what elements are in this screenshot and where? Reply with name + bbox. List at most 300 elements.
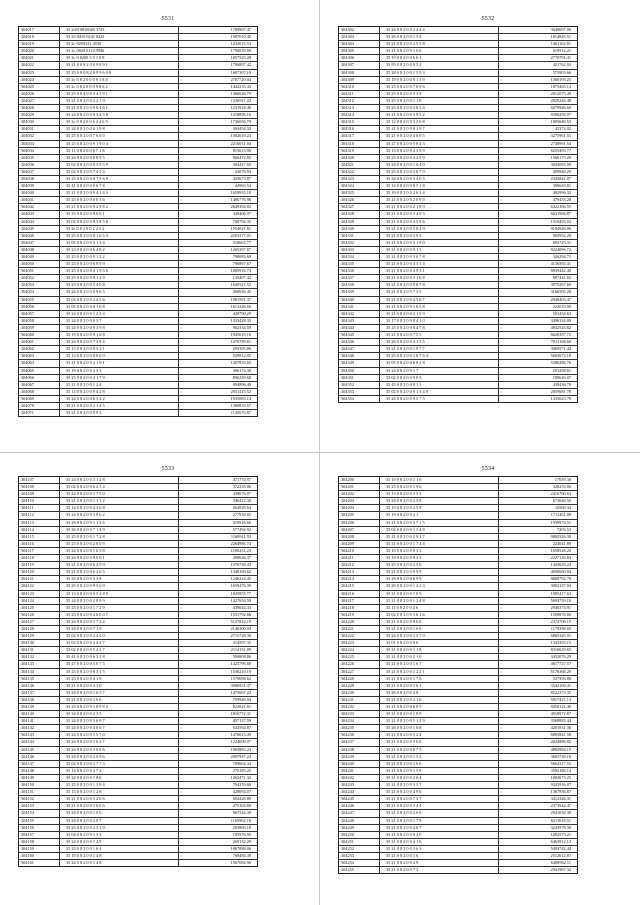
table-row — [19, 104, 257, 111]
amount-cell: 1659476.39 — [230, 583, 251, 589]
row-id-cell: 304330 — [339, 226, 380, 232]
account-code-cell: 35 05 0 8 2 0 0 5 1 3 4 — [60, 240, 179, 246]
account-code-cell: 35 21 0 8 2 0 0 1 6 — [380, 853, 499, 859]
document-page — [18, 14, 318, 442]
ledger-table — [338, 476, 578, 874]
row-id-cell: 304310 — [339, 84, 380, 90]
amount-cell: 1218896.16 — [230, 112, 251, 118]
account-code-cell: 35 17 0 8 2 0 0 8 4 1 0 — [380, 318, 499, 324]
row-id-cell: 304056 — [19, 304, 60, 310]
account-code-cell: 35 21 0 8 2 0 0 0 1 9 7 — [380, 126, 499, 132]
row-id-cell: 304331 — [339, 233, 380, 239]
amount-cell: 1145676.87 — [230, 410, 251, 416]
amount-cell: 1307835.65 — [230, 360, 251, 366]
account-code-cell: 35 21 0 8 2 0 0 9 4 1 4 3 — [60, 190, 179, 196]
amount-cell: 7811168.60 — [550, 339, 571, 345]
amount-cell: 1380833.57 — [230, 402, 251, 408]
amount-cell: 2649394.82 — [230, 204, 251, 210]
table-row — [339, 118, 577, 125]
table-row — [19, 161, 257, 168]
amount-cell: 1567084.96 — [230, 860, 251, 866]
table-row — [339, 746, 577, 753]
table-row — [339, 388, 577, 395]
amount-cell: 1857523.28 — [230, 55, 251, 61]
account-code-cell: 35 21 0 0 8 2 0 0 9 8 9 1 — [60, 62, 179, 68]
account-code-cell: 35 28 0 8 2 0 0 1 5 9 3 — [380, 70, 499, 76]
amount-cell: 135407.42 — [232, 275, 251, 281]
account-code-cell: 35 19 0 8 2 0 0 8 3 3 — [380, 555, 499, 561]
row-id-cell: 304112 — [19, 512, 60, 518]
table-row — [19, 540, 257, 547]
row-id-cell: 304351 — [339, 375, 380, 381]
account-code-cell: 35 21 0 8 2 0 0 5 2 4 — [380, 732, 499, 738]
row-id-cell: 304318 — [339, 141, 380, 147]
table-row — [339, 303, 577, 310]
account-code-cell: 35 01 0 8 2 0 0 9 6 — [380, 640, 499, 646]
table-row — [19, 682, 257, 689]
table-row — [19, 118, 257, 125]
account-code-cell: 35 21 0 8 2 0 0 4 1 6 — [380, 839, 499, 845]
row-id-cell: 304306 — [339, 55, 380, 61]
account-code-cell: 35 21 0 8 2 0 0 9 1 1 — [380, 247, 499, 253]
amount-cell: 708794.35 — [232, 218, 251, 224]
row-id-cell: 304303 — [339, 34, 380, 40]
amount-cell: 501434.63 — [552, 310, 571, 316]
account-code-cell: 35 21 0 8 2 0 0 5 7 1 5 — [380, 520, 499, 526]
row-id-cell: 304024 — [19, 77, 60, 83]
amount-cell: 1082673.25 — [550, 774, 571, 780]
amount-cell: 428790.29 — [232, 310, 251, 316]
account-code-cell: 35 10 0 8 2 0 0 8 3 3 — [380, 548, 499, 554]
amount-cell: 3568882.44 — [550, 718, 571, 724]
row-id-cell: 304156 — [19, 825, 60, 831]
row-id-cell: 304203 — [339, 498, 380, 504]
row-id-cell: 304059 — [19, 325, 60, 331]
amount-cell: 5493742.44 — [550, 845, 571, 851]
amount-cell: 1343393.15 — [550, 640, 571, 646]
account-code-cell: 35 25 0 8 2 0 0 1 9 6 — [380, 484, 499, 490]
row-id-cell: 304109 — [19, 491, 60, 497]
account-code-cell: 35 25 0 8 2 0 0 4 1 7 9 — [60, 375, 179, 381]
table-row — [339, 696, 577, 703]
row-id-cell: 304023 — [19, 70, 60, 76]
amount-cell: 1265397.87 — [230, 246, 251, 252]
account-code-cell: 35 21 0 8 2 0 0 2 6 6 — [380, 810, 499, 816]
row-id-cell: 304137 — [19, 690, 60, 696]
account-code-cell: 35 25 0 8 2 0 0 1 6 7 6 4 — [380, 353, 499, 359]
table-row — [19, 147, 257, 154]
table-row — [339, 724, 577, 731]
account-code-cell: 35 35 0 8 2 0 0 5 3 8 — [60, 576, 179, 582]
row-id-cell: 304252 — [339, 846, 380, 852]
account-code-cell: 35 13 0 8 2 0 0 4 3 9 9 — [380, 148, 499, 154]
table-row — [339, 225, 577, 232]
row-id-cell: 304120 — [19, 569, 60, 575]
row-id-cell: 304070 — [19, 403, 60, 409]
table-row — [339, 788, 577, 795]
row-id-cell: 304155 — [19, 818, 60, 824]
row-id-cell: 304064 — [19, 360, 60, 366]
row-id-cell: 304326 — [339, 197, 380, 203]
amount-cell: 768484.49 — [232, 852, 251, 858]
table-row — [19, 381, 257, 388]
amount-cell: 293395.86 — [232, 346, 251, 352]
amount-cell: 1607307.19 — [230, 69, 251, 75]
table-row — [339, 660, 577, 667]
table-row — [339, 604, 577, 611]
account-code-cell: 35 26 0 8 2 0 0 9 5 7 5 — [380, 396, 499, 402]
account-code-cell: 35 24 0 8 2 0 0 5 8 6 2 — [60, 512, 179, 518]
table-row — [19, 767, 257, 774]
row-id-cell: 304207 — [339, 527, 380, 533]
amount-cell: 2114151.09 — [230, 647, 251, 653]
row-id-cell: 304255 — [339, 867, 380, 873]
row-id-cell: 304031 — [19, 126, 60, 132]
account-code-cell: 35 26 0 8 2 0 0 6 9 9 — [380, 576, 499, 582]
row-id-cell: 304144 — [19, 739, 60, 745]
amount-cell: 9456121.40 — [550, 704, 571, 709]
row-id-cell: 304254 — [339, 860, 380, 866]
table-row — [339, 781, 577, 788]
row-id-cell: 304235 — [339, 725, 380, 731]
account-code-cell: 35 26 0 8 2 0 0 1 1 2 6 — [60, 520, 179, 526]
row-id-cell: 304157 — [19, 832, 60, 838]
row-id-cell: 304211 — [339, 555, 380, 561]
amount-cell: 6408962.11 — [550, 860, 571, 866]
table-row — [19, 402, 257, 409]
row-id-cell: 304320 — [339, 155, 380, 161]
amount-cell: 1554821.81 — [230, 225, 251, 231]
row-id-cell: 304219 — [339, 612, 380, 618]
amount-cell: 5176368.20 — [550, 668, 571, 674]
account-code-cell: 35 24 0 8 2 0 0 1 7 2 4 — [60, 619, 179, 625]
account-code-cell: 35 21 0 8 2 0 0 2 1 4 5 — [60, 403, 179, 409]
account-code-cell: 35 24 0 8 2 0 0 7 1 9 — [60, 626, 179, 632]
account-code-cell: 35 23 0 8 2 0 0 2 3 1 9 — [60, 825, 179, 831]
table-row — [339, 526, 577, 533]
amount-cell: 5817421.13 — [550, 696, 571, 702]
row-id-cell: 304314 — [339, 112, 380, 118]
row-id-cell: 304233 — [339, 711, 380, 717]
amount-cell: 9865326.30 — [550, 533, 571, 539]
amount-cell: 396643.81 — [552, 183, 571, 189]
account-code-cell: 35 02 0 8 2 0 0 2 4 2 7 — [60, 640, 179, 646]
ledger-table — [18, 476, 258, 867]
amount-cell: 3975297.69 — [550, 282, 571, 288]
amount-cell: 2715728.30 — [230, 633, 251, 639]
table-row — [19, 724, 257, 731]
account-code-cell: 35 25 0 8 2 0 0 0 1 6 5 3 — [60, 233, 179, 239]
row-id-cell: 304141 — [19, 718, 60, 724]
row-id-cell: 304317 — [339, 133, 380, 139]
account-code-cell: 35 19 0 8 2 0 0 1 1 6 — [380, 477, 499, 483]
table-row — [339, 189, 577, 196]
document-page — [18, 464, 318, 892]
amount-cell: 328253.86 — [552, 484, 571, 490]
row-id-cell: 304348 — [339, 353, 380, 359]
amount-cell: 1282573.21 — [550, 831, 571, 837]
account-code-cell: 35 21 0 8 2 0 0 1 2 4 8 — [380, 598, 499, 604]
row-id-cell: 304128 — [19, 626, 60, 632]
table-row — [339, 477, 577, 483]
row-id-cell: 304343 — [339, 318, 380, 324]
row-id-cell: 304336 — [339, 268, 380, 274]
row-id-cell: 304209 — [339, 541, 380, 547]
amount-cell: 6322166.55 — [550, 204, 571, 210]
table-row — [339, 511, 577, 518]
account-code-cell: 35 21 0 8 2 0 0 2 0 9 9 — [380, 197, 499, 203]
amount-cell: 270185.25 — [232, 767, 251, 773]
row-id-cell: 304204 — [339, 505, 380, 511]
amount-cell: 489840.29 — [552, 168, 571, 174]
account-code-cell: 35 21 0 8 2 0 0 2 1 8 9 — [380, 204, 499, 210]
amount-cell: 439644.43 — [232, 604, 251, 610]
amount-cell: 967544.39 — [232, 810, 251, 816]
table-row — [339, 845, 577, 852]
amount-cell: 3043083.09 — [550, 161, 571, 167]
amount-cell: 421762.02 — [552, 62, 571, 68]
account-code-cell: 35 21 0 8 2 0 0 5 2 0 6 — [60, 796, 179, 802]
account-code-cell: 35 24 0 8 2 0 0 2 2 4 4 — [380, 27, 499, 33]
row-id-cell: 304212 — [339, 562, 380, 568]
row-id-cell: 304044 — [19, 219, 60, 225]
table-row — [339, 27, 577, 33]
account-code-cell: 35 23 0 8 2 0 0 4 1 9 — [60, 676, 179, 682]
table-row — [19, 660, 257, 667]
row-id-cell: 304205 — [339, 512, 380, 518]
row-id-cell: 304051 — [19, 268, 60, 274]
account-code-cell: 35 02 0 8 2 0 0 3 6 1 6 — [380, 612, 499, 618]
row-id-cell: 304161 — [19, 860, 60, 866]
table-row — [339, 296, 577, 303]
row-id-cell: 304345 — [339, 332, 380, 338]
account-code-cell: 35 11 0 8 2 0 0 2 6 — [380, 605, 499, 611]
account-code-cell: 35 25 0 8 0 8 2 0 9 9 6 0 8 — [60, 70, 179, 76]
table-row — [19, 374, 257, 381]
account-code-cell: 35 13 0 8 2 0 0 0 5 2 8 9 — [60, 591, 179, 597]
sheet-divider-horizontal — [0, 452, 640, 453]
account-code-cell: 35 21 0 8 2 0 0 4 9 3 1 — [380, 268, 499, 274]
table-row — [19, 210, 257, 217]
table-row — [19, 338, 257, 345]
row-id-cell: 304028 — [19, 105, 60, 111]
account-code-cell: 35 21 0 8 2 0 0 4 3 1 4 — [380, 261, 499, 267]
amount-cell: 8316629.65 — [550, 647, 571, 653]
amount-cell: 3902157.94 — [550, 583, 571, 589]
table-row — [339, 317, 577, 324]
row-id-cell: 304332 — [339, 240, 380, 246]
table-row — [339, 239, 577, 246]
amount-cell: 1875465.14 — [550, 83, 571, 89]
account-code-cell: 35 24 0 8 2 0 0 1 4 9 — [60, 839, 179, 845]
table-row — [19, 367, 257, 374]
row-id-cell: 304304 — [339, 41, 380, 47]
row-id-cell: 304042 — [19, 204, 60, 210]
row-id-cell: 304240 — [339, 761, 380, 767]
row-id-cell: 304033 — [19, 141, 60, 147]
account-code-cell: 35 23 0 8 2 0 0 1 7 2 9 — [60, 605, 179, 611]
row-id-cell: 304218 — [339, 605, 380, 611]
row-id-cell: 304145 — [19, 747, 60, 753]
account-code-cell: 35 26 0 8 2 0 0 7 1 4 9 — [60, 527, 179, 533]
row-id-cell: 304220 — [339, 619, 380, 625]
amount-cell: 222019.00 — [552, 303, 571, 309]
amount-cell: 8224096.72 — [550, 246, 571, 252]
table-row — [339, 710, 577, 717]
amount-cell: 1786897.42 — [230, 62, 251, 68]
account-code-cell: 35 24 0 8 2 0 0 1 6 5 8 — [60, 548, 179, 554]
account-code-cell: 35 26 0 8 2 0 0 1 0 8 — [380, 725, 499, 731]
amount-cell: 2051415.52 — [230, 388, 251, 394]
row-id-cell: 304045 — [19, 226, 60, 232]
account-code-cell: 35 21 0 8 2 0 0 4 5 9 6 — [380, 219, 499, 225]
account-code-cell: 35 21 0 8 2 0 0 1 7 6 — [380, 676, 499, 682]
account-code-cell: 35 21 0 8 2 0 0 1 5 2 — [380, 754, 499, 760]
amount-cell: 803725.31 — [552, 239, 571, 245]
table-row — [19, 196, 257, 203]
amount-cell: 5664317.55 — [550, 760, 571, 766]
amount-cell: 3086951.37 — [230, 682, 251, 688]
table-row — [19, 253, 257, 260]
account-code-cell: 35 21 0 8 2 0 0 5 1 9 0 — [380, 240, 499, 246]
row-id-cell: 304200 — [339, 477, 380, 483]
amount-cell: 965952.28 — [552, 232, 571, 238]
account-code-cell: 35 25 0 8 2 0 0 0 1 2 9 — [60, 275, 179, 281]
account-code-cell: 35 19 0 8 2 0 0 6 6 1 — [380, 55, 499, 61]
amount-cell: 1475667.22 — [230, 689, 251, 695]
account-code-cell: 35 26 0 8 2 0 0 4 1 5 5 — [380, 339, 499, 345]
amount-cell: 822821.81 — [232, 704, 251, 709]
amount-cell: 4690660.84 — [550, 569, 571, 575]
account-code-cell: 35 21 0 8 2 0 0 7 3 5 — [380, 289, 499, 295]
amount-cell: 3069571.44 — [550, 346, 571, 352]
table-row — [339, 675, 577, 682]
table-row — [19, 760, 257, 767]
account-code-cell: 35 21 0 8 2 0 0 3 4 4 — [380, 803, 499, 809]
row-id-cell: 304250 — [339, 832, 380, 838]
account-code-cell: 35 11 0 8 2 0 0 8 7 1 8 — [60, 148, 179, 154]
row-id-cell: 304311 — [339, 91, 380, 97]
table-row — [19, 76, 257, 83]
table-row — [339, 253, 577, 260]
amount-cell: 2824886.82 — [550, 739, 571, 745]
amount-cell: 475104.88 — [232, 803, 251, 809]
table-row — [19, 132, 257, 139]
amount-cell: 6463912.13 — [550, 838, 571, 844]
row-id-cell: 304136 — [19, 683, 60, 689]
table-row — [19, 526, 257, 533]
row-id-cell: 304239 — [339, 754, 380, 760]
amount-cell: 8839442.40 — [550, 268, 571, 274]
amount-cell: 815613.96 — [232, 147, 251, 153]
account-code-cell: 35 24 0 8 2 0 0 1 4 8 — [60, 860, 179, 866]
account-code-cell: 35 19 0 8 2 0 0 2 5 8 — [380, 505, 499, 511]
row-id-cell: 304146 — [19, 754, 60, 760]
table-row — [19, 731, 257, 738]
table-row — [19, 845, 257, 852]
account-code-cell: 35 2c 0 8 2 0 0 6 4 4 6 5 — [60, 119, 179, 125]
row-id-cell: 304352 — [339, 382, 380, 388]
account-code-cell: 35 21 0 8 2 0 0 4 3 0 — [60, 683, 179, 689]
row-id-cell: 304062 — [19, 346, 60, 352]
table-row — [339, 154, 577, 161]
table-row — [339, 852, 577, 859]
account-code-cell: 35 24 0 8 2 0 0 3 9 6 6 — [60, 747, 179, 753]
account-code-cell: 35 21 0 8 2 0 0 5 8 4 9 — [380, 226, 499, 232]
table-row — [339, 653, 577, 660]
row-id-cell: 304025 — [19, 84, 60, 90]
row-id-cell: 304152 — [19, 796, 60, 802]
account-code-cell: 35 24 0 8 2 0 0 1 0 6 — [60, 810, 179, 816]
amount-cell: 2416760.63 — [550, 491, 571, 497]
row-id-cell: 304308 — [339, 70, 380, 76]
table-row — [19, 296, 257, 303]
amount-cell: 6620397.72 — [550, 332, 571, 338]
table-row — [339, 232, 577, 239]
account-code-cell: 35 02 0 8 2 0 0 7 4 5 3 — [60, 169, 179, 175]
amount-cell: 2146300.04 — [230, 625, 251, 631]
account-code-cell: 35 27 0 8 2 0 0 3 0 7 5 — [60, 661, 179, 667]
amount-cell: 2216051.04 — [230, 140, 251, 146]
amount-cell: 1659935.10 — [230, 190, 251, 196]
row-id-cell: 304322 — [339, 169, 380, 175]
amount-cell: 604428.80 — [232, 796, 251, 802]
amount-cell: 1905417.63 — [550, 590, 571, 596]
row-id-cell: 304117 — [19, 548, 60, 554]
row-id-cell: 304110 — [19, 498, 60, 504]
account-code-cell: 35 24 0 8 2 0 0 7 2 9 4 — [60, 339, 179, 345]
row-id-cell: 304217 — [339, 598, 380, 604]
account-code-cell: 35 04 0 8 2 0 0 2 4 5 6 — [60, 297, 179, 303]
table-row — [339, 639, 577, 646]
table-row — [339, 703, 577, 710]
table-row — [19, 788, 257, 795]
row-id-cell: 304221 — [339, 626, 380, 632]
row-id-cell: 304327 — [339, 204, 380, 210]
account-code-cell: 35 21 0 8 2 0 0 1 6 6 — [380, 48, 499, 54]
table-row — [19, 359, 257, 366]
row-id-cell: 304139 — [19, 704, 60, 710]
amount-cell: 1366626.79 — [230, 90, 251, 96]
table-row — [339, 760, 577, 767]
row-id-cell: 304305 — [339, 48, 380, 54]
table-row — [339, 147, 577, 154]
table-row — [19, 288, 257, 295]
row-id-cell: 304116 — [19, 541, 60, 547]
row-id-cell: 304232 — [339, 704, 380, 710]
amount-cell: 499636.37 — [232, 555, 251, 561]
account-code-cell: 35 21 0 8 2 0 0 8 6 6 — [380, 619, 499, 625]
row-id-cell: 304148 — [19, 768, 60, 774]
amount-cell: 349406.97 — [232, 211, 251, 217]
table-row — [19, 267, 257, 274]
table-row — [19, 625, 257, 632]
amount-cell: 1224699.07 — [230, 739, 251, 745]
row-id-cell: 304245 — [339, 796, 380, 802]
row-id-cell: 304040 — [19, 190, 60, 196]
row-id-cell: 304340 — [339, 297, 380, 303]
account-code-cell: 35 02 0 8 2 0 0 6 2 5 4 — [60, 484, 179, 490]
row-id-cell: 304241 — [339, 768, 380, 774]
table-row — [339, 69, 577, 76]
amount-cell: 1425796.60 — [230, 661, 251, 667]
amount-cell: 1470789.61 — [230, 339, 251, 345]
row-id-cell: 304134 — [19, 669, 60, 675]
amount-cell: 3649697.00 — [550, 27, 571, 32]
amount-cell: 1658526.20 — [550, 547, 571, 553]
row-id-cell: 304227 — [339, 669, 380, 675]
table-row — [19, 168, 257, 175]
